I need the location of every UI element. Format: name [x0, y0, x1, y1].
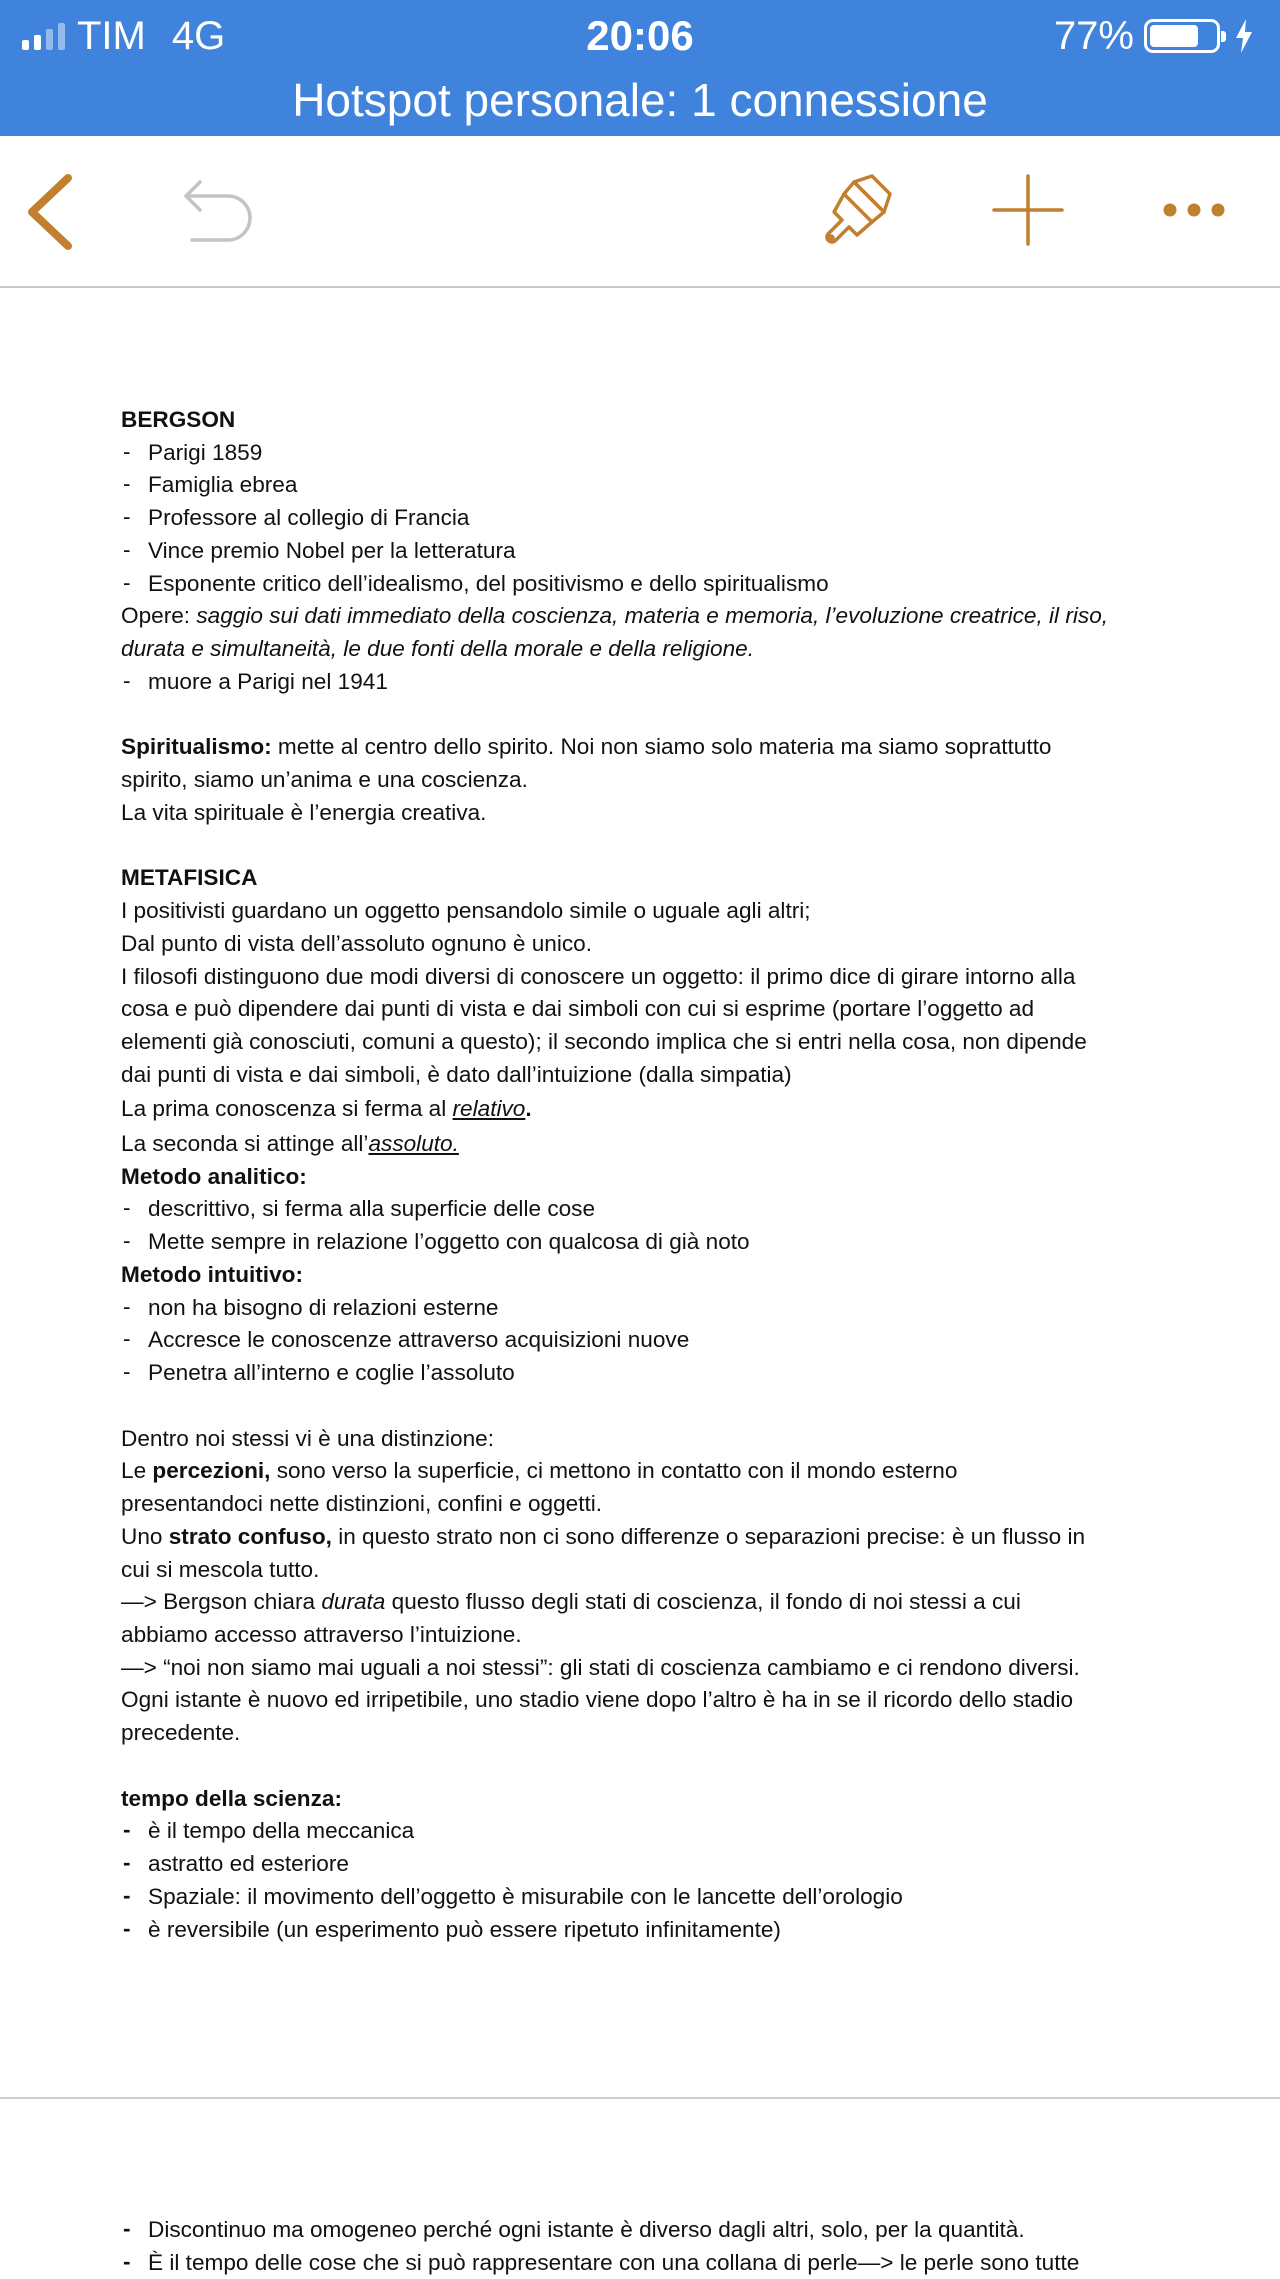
- spiritualismo-line: [121, 731, 1181, 764]
- bio-item: - Vince premio Nobel per la letteratura: [121, 535, 1181, 568]
- percezioni-line-2: presentandoci nette distinzioni, confini e oggetti.: [121, 1491, 603, 1517]
- battery-area: [1054, 8, 1254, 64]
- bio-item: - Parigi 1859: [121, 437, 1181, 470]
- prima-period: .: [525, 1096, 532, 1122]
- metafisica-line: Dal punto di vista dell’assoluto ognuno è unico.: [121, 930, 593, 956]
- carrier-name: TIM: [77, 13, 146, 58]
- noi-line-2: Ogni istante è nuovo ed irripetibile, uno stadio viene dopo l’altro è ha in se il ricordo dello stadio: [121, 1687, 1074, 1713]
- battery-percent: 77%: [1053, 13, 1134, 58]
- back-chevron-icon[interactable]: [22, 174, 78, 250]
- opere-label: Opere:: [121, 603, 197, 629]
- percezioni-bold: percezioni,: [152, 1458, 271, 1484]
- strato-bold: strato confuso,: [168, 1523, 332, 1549]
- dentro-line: Dentro noi stessi vi è una distinzione:: [121, 1425, 494, 1451]
- plus-icon[interactable]: [992, 174, 1064, 246]
- spiritualismo-text: mette al centro dello spirito. Noi non siamo solo materia ma siamo soprattutto: [271, 734, 1052, 760]
- bio-item: - Famiglia ebrea: [121, 469, 1181, 502]
- seconda-conoscenza-line: [121, 1128, 1181, 1161]
- percezioni-text: sono verso la superficie, ci mettono in contatto con il mondo esterno: [270, 1458, 958, 1484]
- durata-word: durata: [321, 1589, 386, 1615]
- undo-icon[interactable]: [178, 178, 258, 242]
- noi-line: —> “noi non siamo mai uguali a noi stessi”: gli stati di coscienza cambiamo e ci rendono diversi.: [121, 1654, 1080, 1680]
- document-page: [121, 404, 1181, 1946]
- bio-item: - Professore al collegio di Francia: [121, 502, 1181, 535]
- page2-item: - È il tempo delle cose che si può rappresentare con una collana di perle—> le perle sono tutte: [121, 2247, 1181, 2279]
- death-item: - muore a Parigi nel 1941: [121, 666, 1181, 699]
- page-divider: [0, 2097, 1280, 2099]
- document-toolbar: [0, 136, 1280, 288]
- tempo-item: - è il tempo della meccanica: [121, 1815, 1181, 1848]
- charging-bolt-icon: [1234, 19, 1254, 53]
- doc-title: BERGSON: [121, 407, 236, 432]
- tempo-item: - è reversibile (un esperimento può essere ripetuto infinitamente): [121, 1914, 1181, 1947]
- prima-text: La prima conoscenza si ferma al: [121, 1096, 453, 1122]
- metafisica-line: cosa e può dipendere dai punti di vista e dai simboli con cui si esprime (portare l’oggetto ad: [121, 996, 1035, 1022]
- intuitivo-item: - Penetra all’interno e coglie l’assoluto: [121, 1357, 1181, 1390]
- durata-line-2: abbiamo accesso attraverso l’intuizione.: [121, 1621, 522, 1647]
- durata-post: questo flusso degli stati di coscienza, il fondo di noi stessi a cui: [385, 1589, 1021, 1615]
- bio-item: - Esponente critico dell’idealismo, del positivismo e dello spiritualismo: [121, 568, 1181, 601]
- spiritualismo-label: Spiritualismo:: [121, 734, 272, 760]
- tempo-scienza-heading: tempo della scienza:: [121, 1785, 342, 1811]
- strato-text: in questo strato non ci sono differenze o separazioni precise: è un flusso in: [331, 1523, 1086, 1549]
- relativo-word: relativo: [452, 1096, 526, 1122]
- intuitivo-item: - non ha bisogno di relazioni esterne: [121, 1292, 1181, 1325]
- network-type: 4G: [171, 13, 226, 58]
- metafisica-line: I filosofi distinguono due modi diversi di conoscere un oggetto: il primo dice di girare intorno alla: [121, 963, 1076, 989]
- metafisica-line: I positivisti guardano un oggetto pensandolo simile o uguale agli altri;: [121, 898, 811, 924]
- paintbrush-icon[interactable]: [814, 172, 896, 252]
- assoluto-word: assoluto.: [368, 1131, 459, 1157]
- spiritualismo-line-3: La vita spirituale è l’energia creativa.: [121, 799, 487, 825]
- prima-conoscenza-line: [121, 1093, 1181, 1126]
- spiritualismo-line-2: spirito, siamo un’anima e una coscienza.: [121, 767, 528, 793]
- clock: 20:06: [586, 12, 694, 59]
- metafisica-heading: METAFISICA: [121, 865, 258, 891]
- percezioni-pre: Le: [121, 1458, 153, 1484]
- strato-line-2: cui si mescola tutto.: [121, 1556, 320, 1582]
- durata-line: [121, 1586, 1181, 1619]
- analitico-item: - descrittivo, si ferma alla superficie delle cose: [121, 1193, 1181, 1226]
- metafisica-line: dai punti di vista e dai simboli, è dato dall’intuizione (dalla simpatia): [121, 1061, 792, 1087]
- document-page-2: [121, 2214, 1181, 2279]
- strato-pre: Uno: [121, 1523, 169, 1549]
- noi-line-3: precedente.: [121, 1720, 241, 1746]
- durata-pre: —> Bergson chiara: [121, 1589, 322, 1615]
- seconda-text: La seconda si attinge all’: [121, 1131, 369, 1157]
- strato-line: [121, 1521, 1181, 1554]
- hotspot-banner[interactable]: Hotspot personale: 1 connessione: [292, 74, 988, 126]
- analitico-item: - Mette sempre in relazione l’oggetto con qualcosa di già noto: [121, 1226, 1181, 1259]
- more-icon[interactable]: [1160, 196, 1228, 224]
- metodo-intuitivo-heading: Metodo intuitivo:: [121, 1261, 303, 1287]
- percezioni-line: [121, 1455, 1181, 1488]
- tempo-item: - astratto ed esteriore: [121, 1848, 1181, 1881]
- opere-titles: saggio sui dati immediato della coscienza, materia e memoria, l’evoluzione creatrice, il riso,: [196, 603, 1109, 629]
- intuitivo-item: - Accresce le conoscenze attraverso acquisizioni nuove: [121, 1324, 1181, 1357]
- opere-line-2: durata e simultaneità, le due fonti della morale e della religione.: [121, 635, 755, 661]
- tempo-item: - Spaziale: il movimento dell’oggetto è misurabile con le lancette dell’orologio: [121, 1881, 1181, 1914]
- status-bar: [0, 0, 1280, 136]
- metafisica-line: elementi già conosciuti, comuni a questo); il secondo implica che si entri nella cosa, non dipende: [121, 1028, 1087, 1054]
- battery-icon: [1144, 19, 1220, 53]
- opere-line: [121, 600, 1181, 633]
- page2-item: - Discontinuo ma omogeneo perché ogni istante è diverso dagli altri, solo, per la quantità.: [121, 2214, 1181, 2247]
- metodo-analitico-heading: Metodo analitico:: [121, 1163, 307, 1189]
